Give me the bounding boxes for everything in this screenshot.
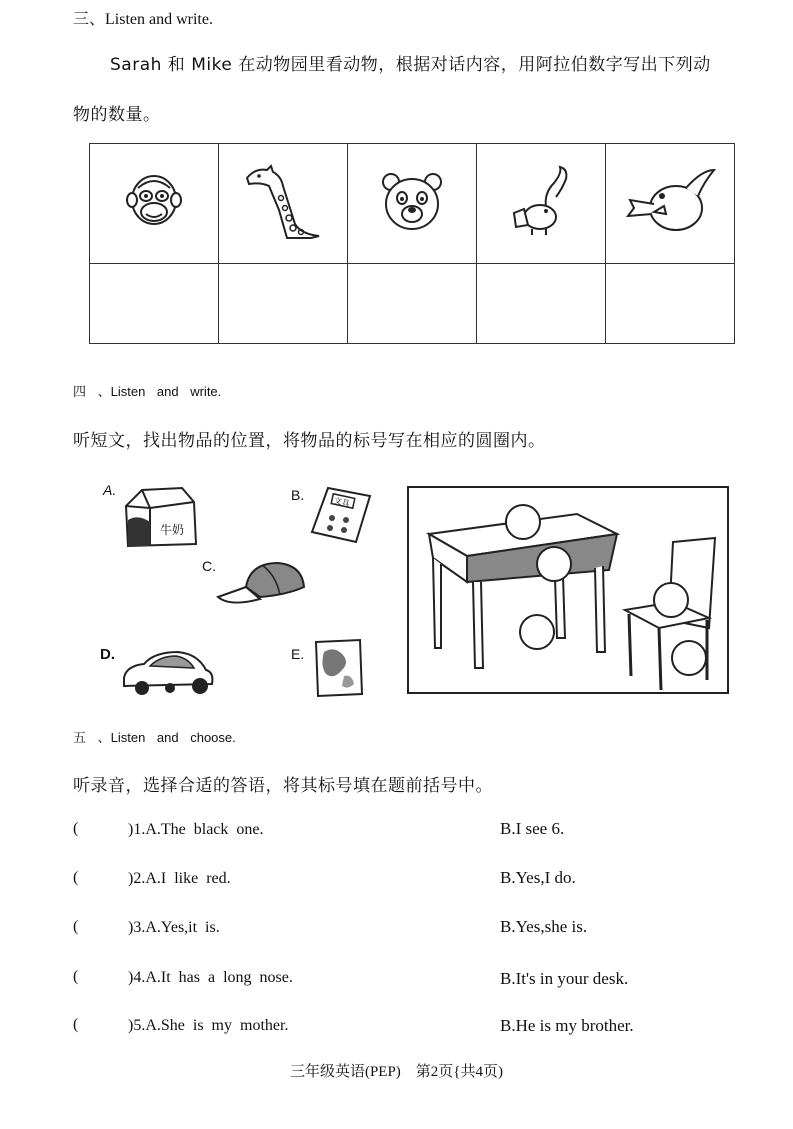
item-e-label: E. xyxy=(291,646,305,662)
answer-circle[interactable] xyxy=(537,547,571,581)
answer-paren[interactable]: ( xyxy=(73,918,79,935)
table-chair-illustration xyxy=(409,488,727,692)
item-d-label: D. xyxy=(100,646,115,663)
answer-circle[interactable] xyxy=(506,505,540,539)
section3-title: 三、Listen and write. xyxy=(73,11,213,28)
question-option-a: )4.A.It has a long nose. xyxy=(128,969,293,986)
answer-cell[interactable] xyxy=(219,264,348,344)
bird-icon xyxy=(624,164,716,238)
room-scene xyxy=(407,486,729,694)
question-option-b: B.I see 6. xyxy=(500,819,565,838)
animal-cell xyxy=(606,144,735,264)
question-option-b: B.Yes,she is. xyxy=(500,917,588,936)
animal-cell xyxy=(219,144,348,264)
question-option-b: B.He is my brother. xyxy=(500,1016,634,1035)
section3-instruction-line1: Sarah 和 Mike 在动物园里看动物，根据对话内容，用阿拉伯数字写出下列动 xyxy=(110,55,711,75)
section3-instruction-line2: 物的数量。 xyxy=(73,105,161,125)
animal-cell xyxy=(90,144,219,264)
answer-circle[interactable] xyxy=(520,615,554,649)
question-option-a: )3.A.Yes,it is. xyxy=(128,919,220,936)
pencil-box-icon xyxy=(308,484,374,546)
answer-cell[interactable] xyxy=(348,264,477,344)
answer-cell[interactable] xyxy=(90,264,219,344)
toy-car-icon xyxy=(124,652,212,695)
page-footer: 三年级英语(PEP) 第2页{共4页) xyxy=(289,1064,504,1080)
item-c-label: C. xyxy=(202,558,216,574)
answer-paren[interactable]: ( xyxy=(73,1016,79,1033)
answer-cell[interactable] xyxy=(477,264,606,344)
section4-instruction: 听短文，找出物品的位置，将物品的标号写在相应的圆圈内。 xyxy=(73,431,546,451)
elephant-icon xyxy=(506,163,576,239)
answer-cell[interactable] xyxy=(606,264,735,344)
section4-title: 四 、Listen and write. xyxy=(73,384,222,399)
question-option-b: B.It's in your desk. xyxy=(500,969,629,988)
question-option-a: )2.A.I like red. xyxy=(128,870,231,887)
animal-cell xyxy=(348,144,477,264)
item-b-label: B. xyxy=(291,487,305,503)
answer-circle[interactable] xyxy=(654,583,688,617)
question-option-a: )1.A.The black one. xyxy=(128,821,264,838)
map-icon xyxy=(316,640,362,696)
answer-paren[interactable]: ( xyxy=(73,820,79,837)
question-option-a: )5.A.She is my mother. xyxy=(128,1017,289,1034)
section5-instruction: 听录音，选择合适的答语，将其标号填在题前括号中。 xyxy=(73,776,493,796)
question-option-b: B.Yes,I do. xyxy=(500,868,576,887)
pencil-box-text: 文具 xyxy=(332,496,351,509)
answer-paren[interactable]: ( xyxy=(73,968,79,985)
bear-icon xyxy=(379,168,445,234)
monkey-icon xyxy=(124,166,184,236)
answer-paren[interactable]: ( xyxy=(73,869,79,886)
animal-count-table xyxy=(89,143,735,344)
milk-text: 牛奶 xyxy=(160,523,185,537)
item-a-label: A. xyxy=(103,482,117,498)
section5-title: 五 、Listen and choose. xyxy=(73,730,236,745)
answer-circle[interactable] xyxy=(672,641,706,675)
cap-icon xyxy=(218,563,304,603)
giraffe-icon xyxy=(241,162,325,240)
animal-cell xyxy=(477,144,606,264)
milk-carton-icon xyxy=(120,484,210,550)
